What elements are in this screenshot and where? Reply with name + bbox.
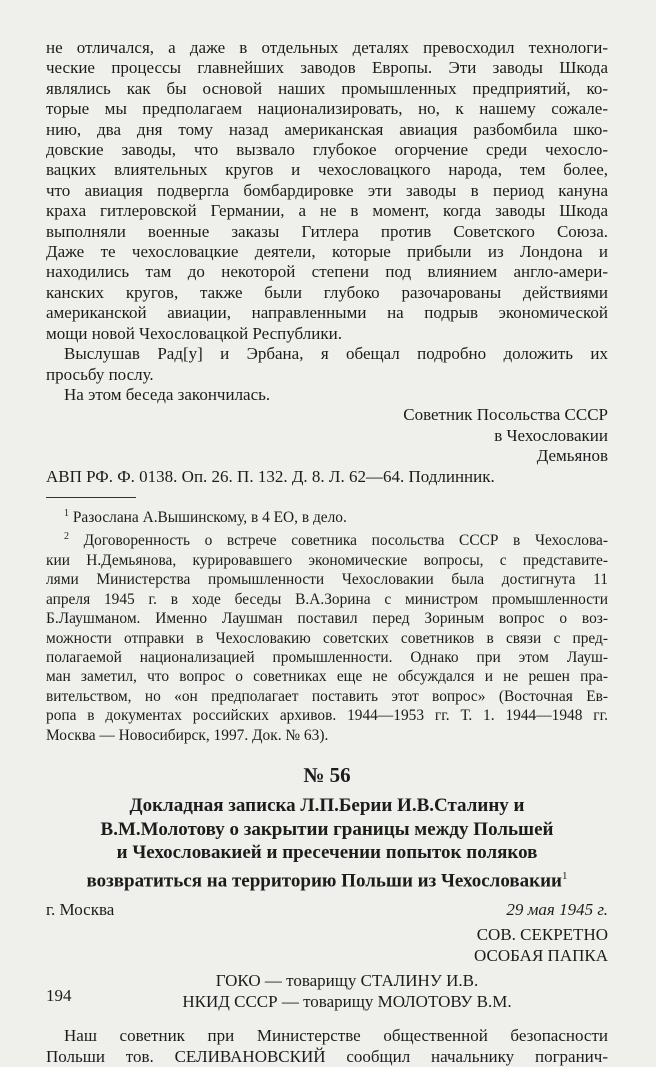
footnote-2: [46, 527, 608, 745]
text-line: канских кругов, также были глубоко разочарованы действиями: [46, 282, 608, 302]
signature-name: Демьянов: [536, 446, 608, 466]
signature-block: [46, 405, 608, 466]
footnote-text: Разослана А.Вышинскому, в 4 ЕО, в дело.: [72, 509, 347, 527]
text-line: Даже те чехословацкие деятели, которые прибыли из Лондона и: [46, 242, 608, 262]
title-line: Докладная записка Л.П.Берии И.В.Сталину и: [129, 795, 525, 817]
signature-line: Советник Посольства СССР: [403, 405, 608, 425]
date: 29 мая 1945 г.: [506, 900, 608, 920]
text-line: Б.Лаушманом. Именно Лаушман поставил перед Зориным вопрос о воз-: [46, 610, 608, 628]
secrecy-line: СОВ. СЕКРЕТНО: [476, 925, 608, 945]
footnote-number: 1: [64, 507, 69, 519]
text-line: $^2$ Договоренность о встрече советника посольства СССР в Чехослова-: [64, 531, 608, 550]
text-line: выполняли военные заказы Гитлера против Советского Союза.: [46, 221, 608, 241]
text-line: ропа в документах российских архивов. 1944—1953 гг. Т. 1. 1944—1948 гг.: [46, 707, 608, 725]
text-line: не отличался, а даже в отдельных деталях превосходил технологи-: [46, 38, 608, 57]
text-line: Наш советник при Министерстве общественной безопасности: [64, 1026, 608, 1046]
text-line: ман заметил, что вопрос о советниках еще не обсуждался и не решен пра-: [46, 668, 608, 686]
text-line: вацких влиятельных кругов и чехословацкого народа, тем более,: [46, 160, 608, 180]
text-line: кии Н.Демьянова, курировавшего экономические вопросы, с представите-: [46, 552, 608, 569]
text-line: полагаемой национализацией промышленности. Однако при этом Лауш-: [46, 649, 608, 667]
text-line: Польши тов. СЕЛИВАНОВСКИЙ сообщил начальнику погранич-: [46, 1046, 608, 1066]
title-footnote-mark: 1: [561, 869, 568, 882]
document-number: № 56: [303, 763, 351, 788]
document-page: [46, 38, 608, 1067]
document-title: [46, 794, 608, 892]
text-line: краха гитлеровской Германии, а не в момент, когда заводы Шкода: [46, 201, 608, 221]
text-line: вительством, но «он предполагает поставить этот вопрос» (Восточная Ев-: [46, 687, 608, 705]
place-date-row: [46, 900, 608, 920]
text-line: Выслушав Рад[у] и Эрбана, я обещал подробно доложить их: [64, 344, 608, 364]
text-line: Москва — Новосибирск, 1997. Док. № 63).: [46, 726, 329, 744]
archive-reference: АВП РФ. Ф. 0138. Оп. 26. П. 132. Д. 8. Л. 62—64. Подлинник.: [46, 466, 495, 486]
text-line: нию, два дня тому назад американская авиация разбомбила шко-: [46, 119, 608, 139]
text-line: лями Министерства промышленности Чехословакии была достигнута 11: [46, 571, 608, 589]
footnote-1: [46, 504, 608, 528]
title-line: возвратиться на территорию Польши из Чехословакии$^1$: [86, 869, 568, 891]
text-line: находились там до некоторой степени под влиянием англо-амери-: [46, 262, 608, 282]
body-paragraph-2: [46, 344, 608, 385]
body-paragraph-1: [46, 38, 608, 344]
text-line: торые мы предполагаем национализировать, но, к нашему сожале-: [46, 99, 608, 119]
text-line: апреля 1945 г. в ходе беседы В.А.Зорина с министром промышленности: [46, 590, 608, 608]
place: г. Москва: [46, 900, 115, 920]
text-line: можности отправки в Чехословакию советских советников в связи с пред-: [46, 629, 608, 647]
secrecy-stamp: [46, 924, 608, 966]
text-line: просьбу послу.: [46, 364, 154, 384]
footnote-number: 2: [64, 531, 69, 543]
title-line: В.М.Молотову о закрытии границы между Польшей: [100, 818, 554, 840]
text-line: мощи новой Чехословацкой Республики.: [46, 323, 342, 343]
text-line: американской авиации, направленными на подрыв экономической: [46, 303, 608, 323]
text-line: ческие процессы главнейших заводов Европы. Эти заводы Шкода: [46, 58, 608, 78]
text-line: являлись как бы основой наших промышленных предприятий, ко-: [46, 78, 608, 98]
text-line: что авиация подвергла бомбардировке эти заводы в период кануна: [46, 180, 608, 200]
addressee-block: [46, 970, 608, 1012]
footnote-divider: [46, 497, 136, 498]
secrecy-line: ОСОБАЯ ПАПКА: [474, 946, 608, 966]
text-line: довские заводы, что вызвало глубокое огорчение среди чехосло-: [46, 140, 608, 160]
body-paragraph-4: [46, 1026, 608, 1067]
page-number: 194: [46, 986, 72, 1005]
title-line: и Чехословакией и пресечении попыток поляков: [116, 842, 538, 864]
addressee-line: ГОКО — товарищу СТАЛИНУ И.В.: [215, 971, 479, 991]
addressee-line: НКИД СССР — товарищу МОЛОТОВУ В.М.: [182, 992, 512, 1012]
signature-line: в Чехословакии: [494, 425, 608, 445]
body-paragraph-3: На этом беседа закончилась.: [64, 384, 271, 404]
